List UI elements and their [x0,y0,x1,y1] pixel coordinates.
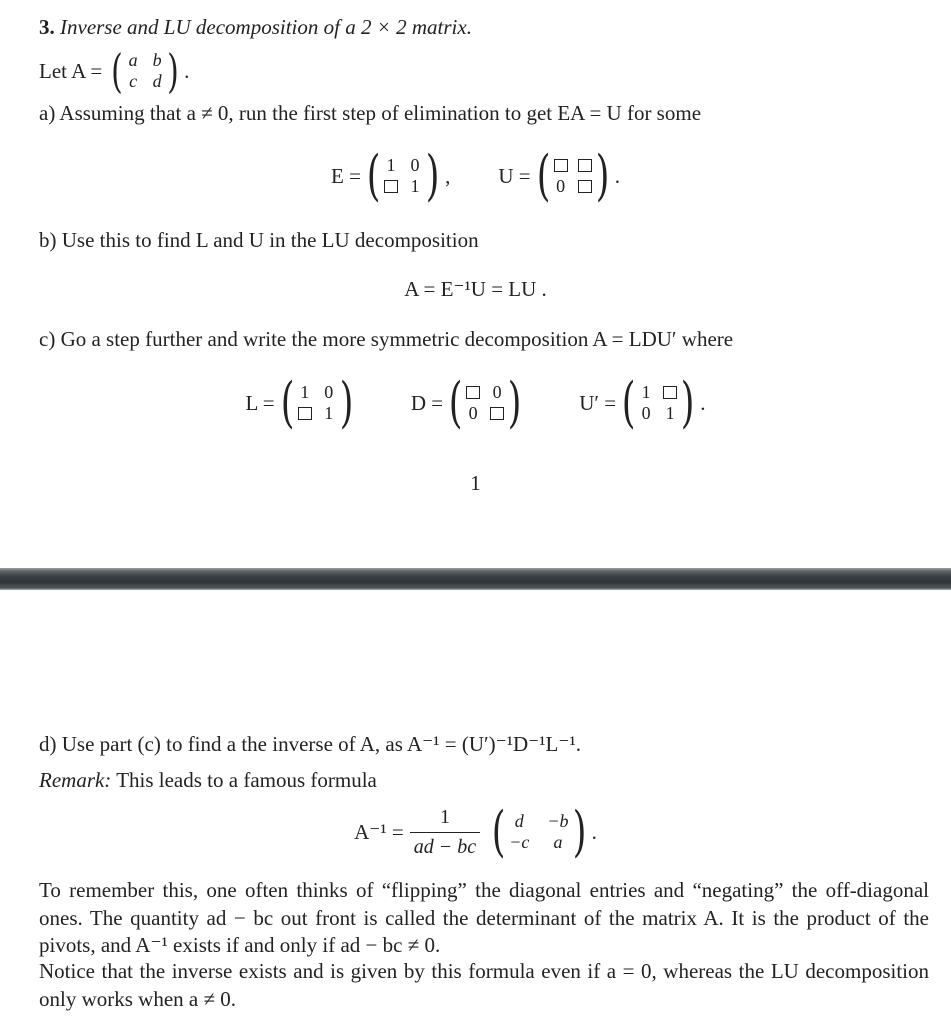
fraction [410,806,480,859]
matrix-entry: −c [509,832,530,852]
matrix-L: ( 1 0 1 ) [280,371,354,434]
matrix-entry [578,155,592,176]
blank-box [298,407,312,420]
remark-text: This leads to a famous formula [116,768,377,792]
problem-heading: Inverse and LU decomposition of a 2 × 2 matrix. [60,15,472,39]
blank-box [554,159,568,172]
matrix-inverse: ( d −b −c a ) [491,800,586,863]
eq-L-label: L = [245,390,275,415]
part-d-text: d) Use part (c) to find a the inverse of A, as A⁻¹ = (U′)⁻¹D⁻¹L⁻¹. [39,732,581,756]
blank-box [578,180,592,193]
matrix-entry: 0 [324,382,334,402]
matrix-entry: 1 [324,403,334,423]
matrix-entry [554,155,568,176]
eq-E-label: E = [331,163,361,188]
matrix-entry: 0 [468,403,478,423]
page-divider [0,568,951,590]
matrix-entry: 0 [641,403,651,423]
eq-inverse-label: A⁻¹ = [354,819,404,844]
page-number: 1 [470,471,481,495]
matrix-Uprime: ( 1 0 1 ) [621,371,695,434]
matrix-entry [490,403,504,424]
eq-D-label: D = [410,390,444,415]
remark-label: Remark: [39,768,112,792]
matrix-E: ( 1 0 1 ) [366,144,440,207]
matrix-entry: 0 [556,176,566,196]
equation-LDU: L = ( 1 0 1 ) D = ( 0 0 ) U′ = ( 1 0 1 ) . [245,371,706,434]
equation-inverse: A⁻¹ = $\frac{1}{ad - bc}$ ( d −b −c a ) . [354,800,597,863]
matrix-A: ( a b c d ) [111,44,179,98]
blank-box [578,159,592,172]
matrix-entry: 1 [641,382,651,402]
part-c-text: c) Go a step further and write the more symmetric decomposition A = LDU′ where [39,327,734,351]
matrix-entry [384,176,398,197]
problem-title [39,14,472,40]
matrix-entry: 1 [300,382,310,402]
matrix-entry: 1 [665,403,675,423]
fraction-numerator: 1 [439,805,450,828]
matrix-entry: d [152,71,162,91]
problem-number: 3. [39,15,55,39]
eq-Uprime-label: U′ = [579,390,617,415]
matrix-entry: −b [547,811,569,831]
paragraph-notice: Notice that the inverse exists and is given by this formula even if a = 0, whereas the LU decomposition only works when a ≠ 0. [39,959,929,1011]
blank-box [663,386,677,399]
part-b-text: b) Use this to find L and U in the LU decomposition [39,228,479,252]
part-a-text: a) Assuming that a ≠ 0, run the first step of elimination to get EA = U for some [39,101,702,125]
let-prefix: Let A = [39,59,103,83]
matrix-entry: b [152,50,162,70]
matrix-entry: d [514,811,524,831]
blank-box [384,180,398,193]
matrix-entry: a [553,832,563,852]
remark [39,767,377,793]
matrix-entry [578,176,592,197]
matrix-entry: 1 [410,176,420,196]
paragraph-flipping: To remember this, one often thinks of “flipping” the diagonal entries and “negating” the off-diagonal ones. The quantity ad − bc out front is called the determinant of the matrix A. It is the product of the pivots, and A⁻¹ exists if and only if ad − bc ≠ 0. [39,878,929,957]
matrix-D: ( 0 0 ) [448,371,522,434]
matrix-entry [663,382,677,403]
matrix-entry: 0 [492,382,502,402]
equation-b: A = E⁻¹U = LU . [404,276,547,301]
matrix-entry: 1 [386,155,396,175]
matrix-entry [466,382,480,403]
matrix-entry: a [128,50,138,70]
matrix-entry [298,403,312,424]
blank-box [490,407,504,420]
eq-U-label: U = [498,163,531,188]
fraction-denominator: ad − bc [410,832,480,859]
blank-box [466,386,480,399]
matrix-entry: 0 [410,155,420,175]
matrix-U: ( 0 ) [536,144,610,207]
let-statement: Let A = ( a b c d ) . [39,44,190,98]
matrix-entry: c [129,71,138,91]
equation-E-U: E = ( 1 0 1 ) , U = ( 0 ) . [331,144,620,207]
